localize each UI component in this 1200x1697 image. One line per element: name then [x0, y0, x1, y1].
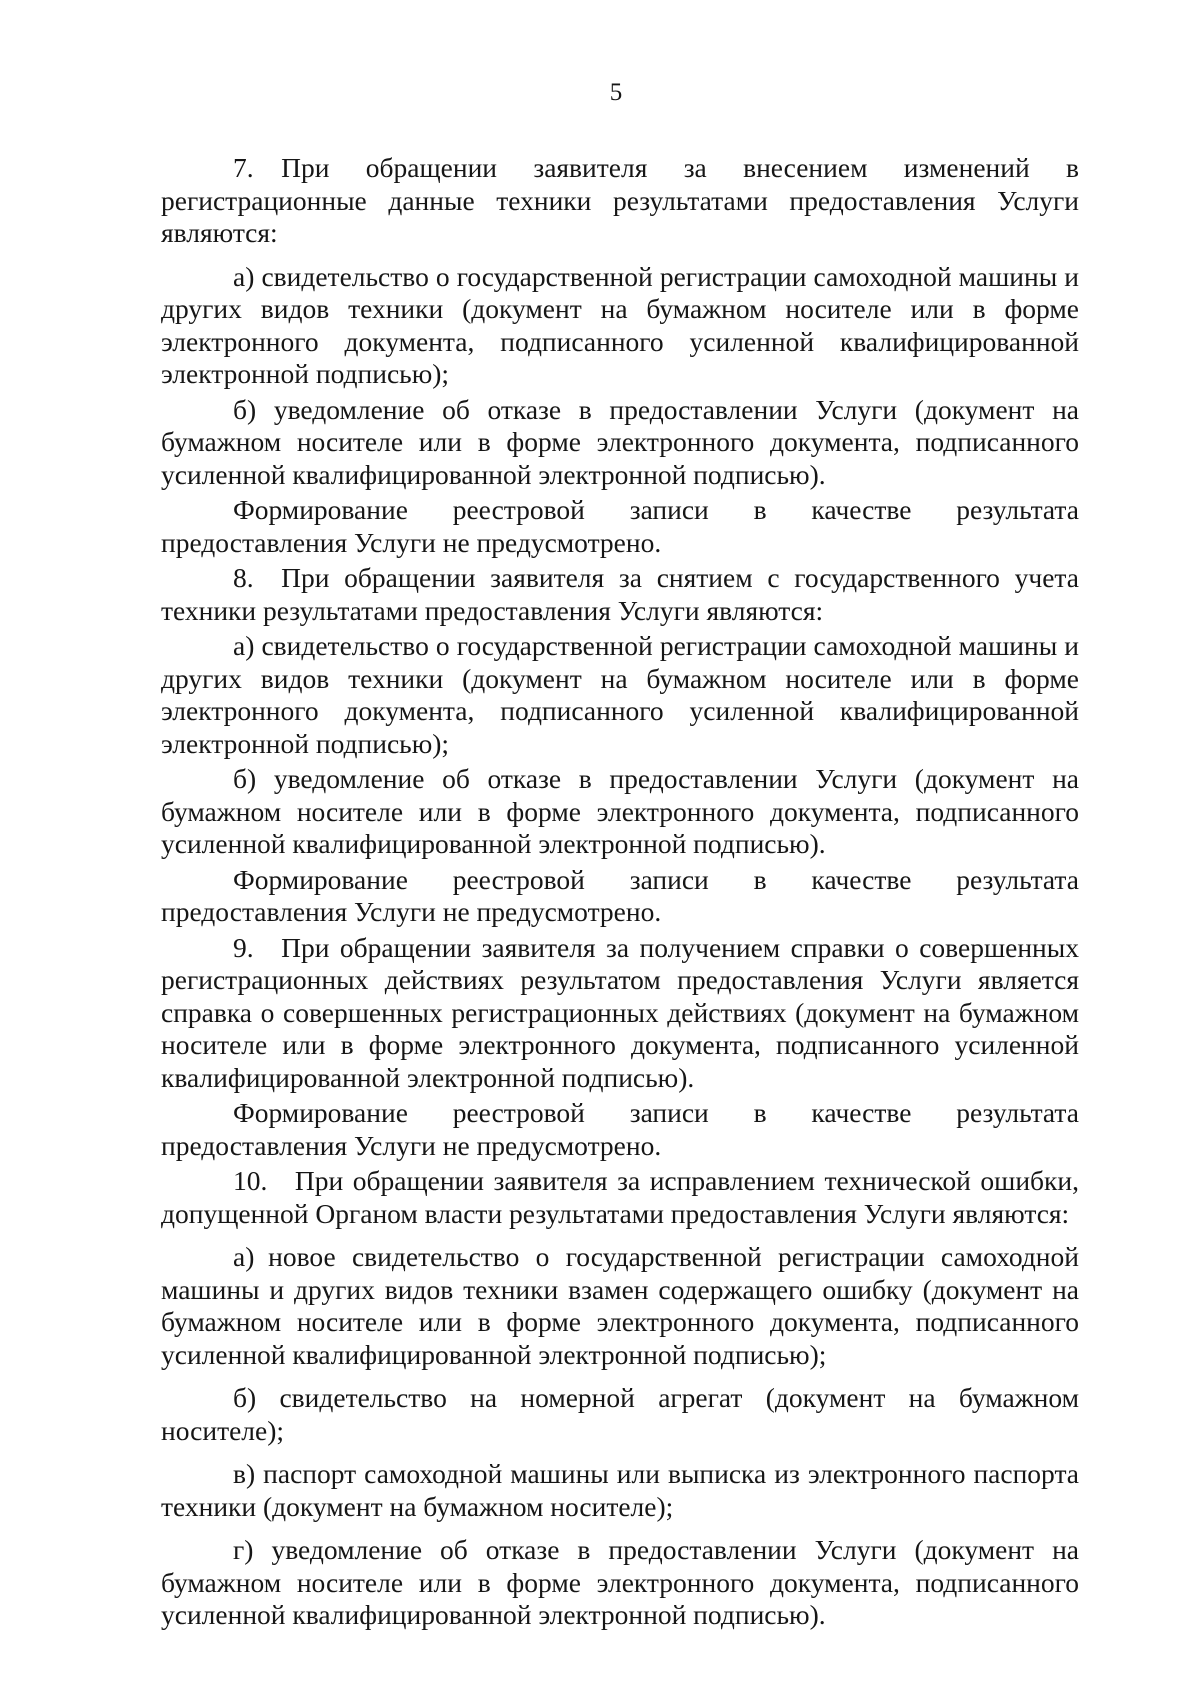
paragraph-7-item-a: а) свидетельство о государственной регистрации самоходной машины и других видов техники (документ на бумажном носителе или в форме электронного документа, подписанного усиленной квалифицированной электронной подписью); [161, 260, 1079, 389]
paragraph-9: 9. При обращении заявителя за получением справки о совершенных регистрационных действиях результатом предоставления Услуги является справка о совершенных регистрационных действиях (документ на бумажном носителе или в форме электронного документа, подписанного усиленной квалифицированной электронной подписью). [161, 931, 1079, 1093]
paragraph-8-registry-note: Формирование реестровой записи в качестве результата предоставления Услуги не предусмотрено. [161, 863, 1079, 927]
paragraph-10: 10. При обращении заявителя за исправлением технической ошибки, допущенной Органом власти результатами предоставления Услуги являются: [161, 1165, 1079, 1229]
paragraph-8-item-b: б) уведомление об отказе в предоставлении Услуги (документ на бумажном носителе или в форме электронного документа, подписанного усиленной квалифицированной электронной подписью). [161, 763, 1079, 859]
paragraph-7-registry-note: Формирование реестровой записи в качестве результата предоставления Услуги не предусмотрено. [161, 494, 1079, 558]
paragraph-10-item-g: г) уведомление об отказе в предоставлении Услуги (документ на бумажном носителе или в форме электронного документа, подписанного усиленной квалифицированной электронной подписью). [161, 1534, 1079, 1630]
paragraph-8-item-a: а) свидетельство о государственной регистрации самоходной машины и других видов техники (документ на бумажном носителе или в форме электронного документа, подписанного усиленной квалифицированной электронной подписью); [161, 630, 1079, 759]
paragraph-7: 7. При обращении заявителя за внесением изменений в регистрационные данные техники результатами предоставления Услуги являются: [161, 152, 1079, 248]
paragraph-10-item-b: б) свидетельство на номерной агрегат (документ на бумажном носителе); [161, 1382, 1079, 1446]
paragraph-8: 8. При обращении заявителя за снятием с государственного учета техники результатами предоставления Услуги являются: [161, 562, 1079, 626]
page-number: 5 [609, 79, 623, 106]
paragraph-9-registry-note: Формирование реестровой записи в качестве результата предоставления Услуги не предусмотрено. [161, 1097, 1079, 1161]
document-body [161, 152, 1079, 1632]
paragraph-10-item-v: в) паспорт самоходной машины или выписка из электронного паспорта техники (документ на бумажном носителе); [161, 1458, 1079, 1522]
paragraph-7-item-b: б) уведомление об отказе в предоставлении Услуги (документ на бумажном носителе или в форме электронного документа, подписанного усиленной квалифицированной электронной подписью). [161, 393, 1079, 490]
paragraph-10-item-a: а) новое свидетельство о государственной регистрации самоходной машины и других видов техники взамен содержащего ошибку (документ на бумажном носителе или в форме электронного документа, подписанного усиленной квалифицированной электронной подписью); [161, 1241, 1079, 1370]
